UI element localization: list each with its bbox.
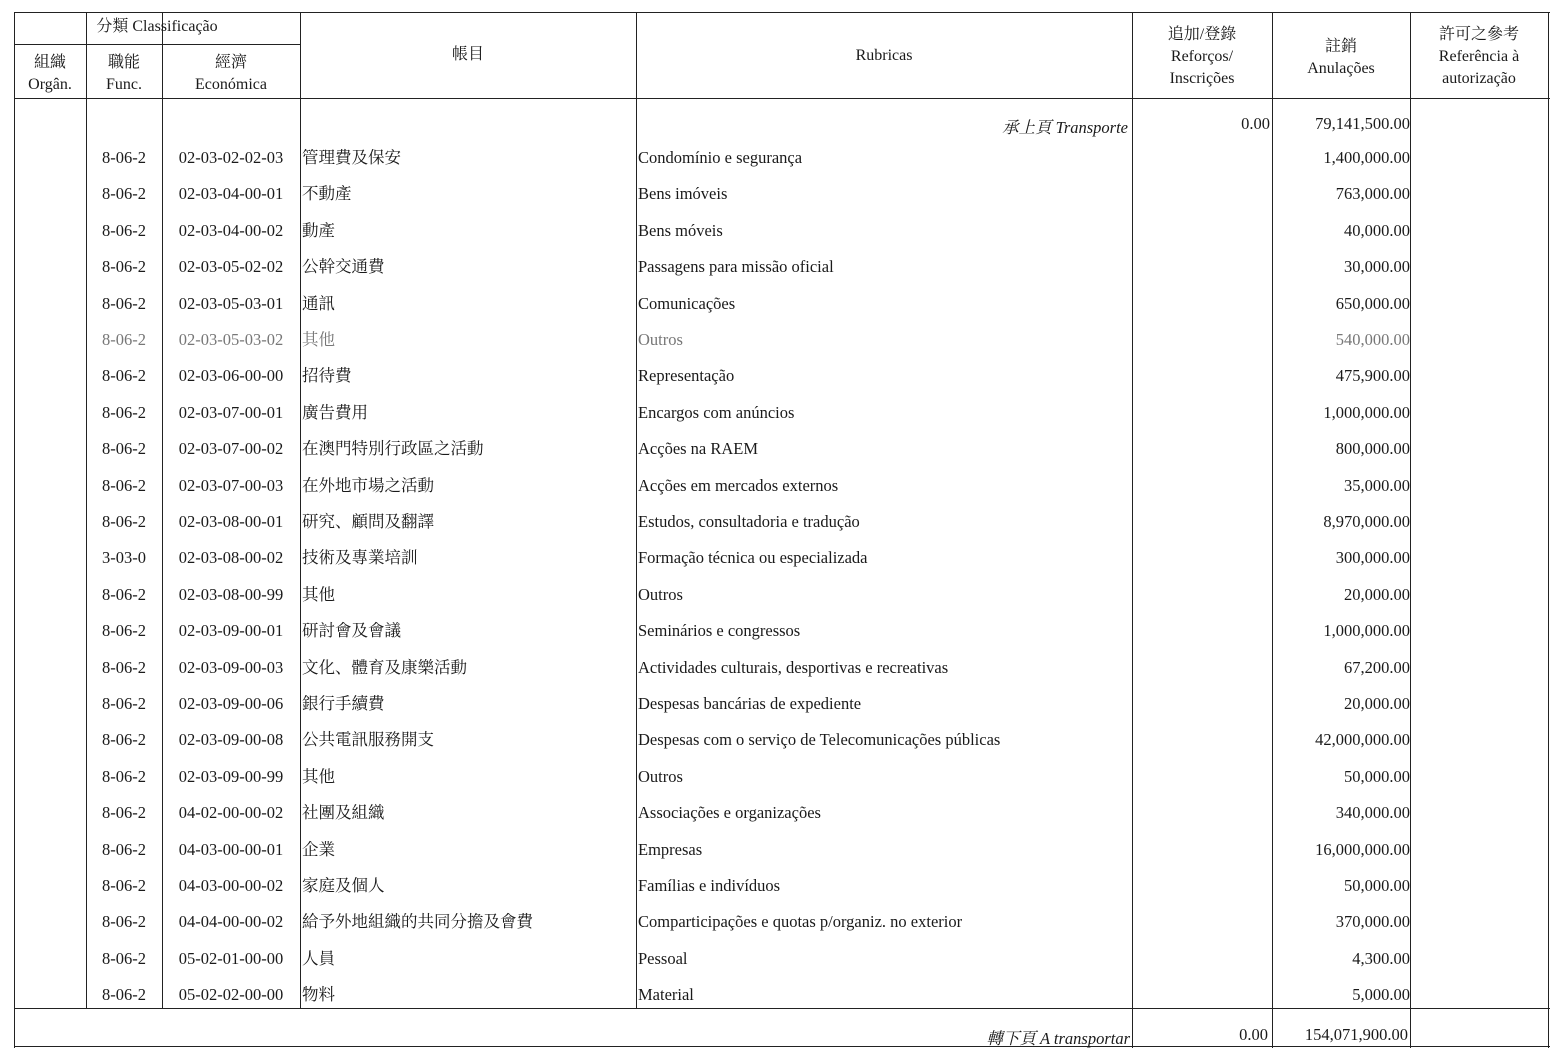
rubric-pt-cell: Pessoal — [638, 948, 688, 968]
econ-cell: 02-03-06-00-00 — [178, 366, 284, 386]
rubric-pt-cell: Condomínio e segurança — [638, 148, 803, 167]
header-classification: 分類 Classificação — [96, 18, 218, 35]
rubric-pt-cell: Bens móveis — [638, 220, 723, 240]
econ-cell: 02-03-02-02-03 — [178, 148, 284, 167]
anulacoes-cell: 8,970,000.00 — [1323, 512, 1410, 531]
rubric-zh-cell: 企業 — [302, 839, 335, 859]
econ-cell: 02-03-04-00-02 — [178, 220, 284, 240]
econ-cell: 02-03-05-02-02 — [178, 257, 284, 277]
rubric-zh-cell: 物料 — [302, 985, 335, 1005]
econ-cell: 02-03-07-00-02 — [178, 439, 284, 459]
func-cell: 8-06-2 — [102, 439, 146, 459]
table-row — [14, 759, 1550, 795]
econ-cell: 02-03-08-00-99 — [178, 584, 284, 604]
func-cell: 8-06-2 — [102, 220, 146, 240]
row-divider — [14, 44, 300, 45]
econ-cell: 02-03-09-00-03 — [178, 657, 284, 677]
func-cell: 8-06-2 — [102, 366, 146, 386]
table-row — [14, 613, 1550, 649]
rubric-pt-cell: Seminários e congressos — [638, 621, 801, 641]
func-cell: 8-06-2 — [102, 512, 146, 531]
anulacoes-cell: 67,200.00 — [1344, 657, 1410, 677]
rubric-zh-cell: 動產 — [302, 220, 335, 240]
header-anulacoes: 註銷 Anulações — [1307, 38, 1375, 77]
anulacoes-cell: 1,000,000.00 — [1323, 402, 1410, 422]
table-row — [14, 468, 1550, 504]
rubric-pt-cell: Encargos com anúncios — [638, 402, 795, 422]
rubric-pt-cell: Outros — [638, 766, 683, 786]
rubric-pt-cell: Comunicações — [638, 293, 736, 313]
econ-cell: 02-03-07-00-03 — [178, 475, 284, 495]
transport-out-anulacoes: 154,071,900.00 — [1304, 1025, 1408, 1044]
func-cell: 3-03-0 — [102, 548, 146, 568]
anulacoes-cell: 20,000.00 — [1344, 694, 1410, 713]
rubric-pt-cell: Associações e organizações — [638, 803, 821, 823]
anulacoes-cell: 370,000.00 — [1335, 912, 1410, 932]
func-cell: 8-06-2 — [102, 912, 146, 932]
func-cell: 8-06-2 — [102, 803, 146, 823]
header-referencia: 許可之參考 Referência à autorização — [1438, 26, 1520, 87]
anulacoes-cell: 5,000.00 — [1352, 985, 1410, 1005]
econ-cell: 02-03-09-00-01 — [178, 621, 284, 641]
rubric-pt-cell: Comparticipações e quotas p/organiz. no exterior — [638, 912, 963, 932]
table-row — [14, 904, 1550, 940]
anulacoes-cell: 50,000.00 — [1344, 766, 1410, 786]
econ-cell: 02-03-08-00-02 — [178, 548, 284, 568]
rubric-zh-cell: 家庭及個人 — [302, 876, 385, 895]
rubric-zh-cell: 人員 — [302, 948, 335, 968]
func-cell: 8-06-2 — [102, 766, 146, 786]
func-cell: 8-06-2 — [102, 948, 146, 968]
econ-cell: 02-03-08-00-01 — [178, 512, 284, 531]
table-row — [14, 213, 1550, 249]
rubric-zh-cell: 不動產 — [302, 184, 352, 204]
table-row — [14, 358, 1550, 394]
row-divider — [14, 98, 1550, 99]
anulacoes-cell: 800,000.00 — [1335, 439, 1410, 459]
rubric-pt-cell: Acções em mercados externos — [638, 475, 839, 495]
table-row — [14, 977, 1550, 1013]
row-divider — [14, 1046, 1550, 1047]
rubric-zh-cell: 技術及專業培訓 — [302, 548, 418, 568]
rubric-zh-cell: 通訊 — [302, 293, 335, 313]
econ-cell: 05-02-02-00-00 — [178, 985, 284, 1005]
anulacoes-cell: 20,000.00 — [1344, 584, 1410, 604]
table-row — [14, 395, 1550, 431]
rubric-pt-cell: Outros — [638, 330, 683, 349]
anulacoes-cell: 300,000.00 — [1335, 548, 1410, 568]
func-cell: 8-06-2 — [102, 730, 146, 750]
row-divider — [14, 12, 300, 13]
rubric-pt-cell: Outros — [638, 584, 683, 604]
rubric-pt-cell: Passagens para missão oficial — [638, 257, 834, 277]
header-reforcos: 追加/登錄 Reforços/ Inscrições — [1167, 26, 1237, 87]
func-cell: 8-06-2 — [102, 694, 146, 713]
econ-cell: 04-02-00-00-02 — [178, 803, 284, 823]
anulacoes-cell: 650,000.00 — [1335, 293, 1410, 313]
econ-cell: 02-03-09-00-08 — [178, 730, 284, 750]
func-cell: 8-06-2 — [102, 148, 146, 167]
rubric-zh-cell: 文化、體育及康樂活動 — [302, 657, 467, 677]
table-row — [14, 504, 1550, 540]
table-row — [14, 650, 1550, 686]
rubric-zh-cell: 在澳門特別行政區之活動 — [302, 439, 484, 459]
rubric-zh-cell: 招待費 — [302, 366, 352, 386]
anulacoes-cell: 1,400,000.00 — [1323, 148, 1410, 167]
transport-out-reforcos: 0.00 — [1239, 1025, 1268, 1044]
rubric-zh-cell: 廣告費用 — [302, 402, 368, 422]
rubric-zh-cell: 在外地市場之活動 — [302, 475, 434, 495]
rubric-pt-cell: Despesas bancárias de expediente — [638, 694, 862, 713]
func-cell: 8-06-2 — [102, 584, 146, 604]
table-row — [14, 286, 1550, 322]
rubric-pt-cell: Despesas com o serviço de Telecomunicações públicas — [638, 730, 1001, 750]
anulacoes-cell: 1,000,000.00 — [1323, 621, 1410, 641]
table-row — [14, 249, 1550, 285]
func-cell: 8-06-2 — [102, 475, 146, 495]
rubric-pt-cell: Actividades culturais, desportivas e recreativas — [638, 657, 949, 677]
header-func: 職能 Func. — [106, 54, 142, 93]
table-row — [14, 795, 1550, 831]
transport-in-anulacoes: 79,141,500.00 — [1315, 114, 1410, 133]
anulacoes-cell: 42,000,000.00 — [1315, 730, 1410, 750]
header-organ: 組織 Orgân. — [28, 54, 72, 93]
econ-cell: 02-03-05-03-01 — [178, 293, 284, 313]
func-cell: 8-06-2 — [102, 985, 146, 1005]
rubric-pt-cell: Representação — [638, 366, 735, 386]
econ-cell: 02-03-09-00-06 — [178, 694, 284, 713]
table-row — [14, 322, 1550, 358]
rubric-zh-cell: 公幹交通費 — [302, 257, 385, 277]
econ-cell: 04-03-00-00-02 — [178, 876, 284, 895]
rubric-zh-cell: 管理費及保安 — [302, 148, 401, 167]
rubric-pt-cell: Formação técnica ou especializada — [638, 548, 868, 568]
rubric-zh-cell: 社團及組織 — [302, 803, 385, 823]
econ-cell: 02-03-09-00-99 — [178, 766, 284, 786]
rubric-zh-cell: 其他 — [302, 766, 335, 786]
header-rubric-pt: Rubricas — [855, 47, 913, 64]
transport-out-label: 轉下頁 A transportar — [986, 1029, 1130, 1048]
econ-cell: 05-02-01-00-00 — [178, 948, 284, 968]
row-divider — [300, 12, 1550, 13]
header-econ: 經濟 Económica — [195, 54, 267, 93]
table-row — [14, 722, 1550, 758]
anulacoes-cell: 475,900.00 — [1335, 366, 1410, 386]
anulacoes-cell: 340,000.00 — [1335, 803, 1410, 823]
func-cell: 8-06-2 — [102, 402, 146, 422]
header-rubric-zh: 帳目 — [451, 46, 484, 63]
func-cell: 8-06-2 — [102, 621, 146, 641]
rubric-zh-cell: 給予外地組織的共同分擔及會費 — [302, 912, 533, 932]
rubric-zh-cell: 公共電訊服務開支 — [302, 730, 434, 750]
rubric-pt-cell: Acções na RAEM — [638, 439, 759, 459]
econ-cell: 02-03-04-00-01 — [178, 184, 284, 204]
transport-in-reforcos: 0.00 — [1241, 114, 1270, 133]
econ-cell: 02-03-05-03-02 — [178, 330, 284, 349]
table-row — [14, 140, 1550, 176]
rubric-pt-cell: Estudos, consultadoria e tradução — [638, 512, 860, 531]
func-cell: 8-06-2 — [102, 839, 146, 859]
func-cell: 8-06-2 — [102, 257, 146, 277]
rubric-pt-cell: Famílias e indivíduos — [638, 876, 781, 895]
func-cell: 8-06-2 — [102, 184, 146, 204]
rubric-zh-cell: 其他 — [302, 584, 335, 604]
budget-table — [14, 12, 1550, 1048]
table-row — [14, 686, 1550, 722]
econ-cell: 04-03-00-00-01 — [178, 839, 284, 859]
func-cell: 8-06-2 — [102, 293, 146, 313]
rubric-pt-cell: Bens imóveis — [638, 184, 728, 204]
anulacoes-cell: 40,000.00 — [1344, 220, 1410, 240]
rubric-pt-cell: Empresas — [638, 839, 703, 859]
table-row — [14, 431, 1550, 467]
econ-cell: 04-04-00-00-02 — [178, 912, 284, 932]
table-row — [14, 868, 1550, 904]
table-row — [14, 176, 1550, 212]
anulacoes-cell: 763,000.00 — [1335, 184, 1410, 204]
transport-in-label: 承上頁 Transporte — [1001, 118, 1128, 137]
anulacoes-cell: 50,000.00 — [1344, 876, 1410, 895]
anulacoes-cell: 540,000.00 — [1335, 330, 1410, 349]
anulacoes-cell: 30,000.00 — [1344, 257, 1410, 277]
anulacoes-cell: 4,300.00 — [1352, 948, 1410, 968]
table-row — [14, 577, 1550, 613]
table-row — [14, 832, 1550, 868]
func-cell: 8-06-2 — [102, 876, 146, 895]
rubric-zh-cell: 其他 — [302, 330, 335, 349]
func-cell: 8-06-2 — [102, 657, 146, 677]
table-row — [14, 540, 1550, 576]
func-cell: 8-06-2 — [102, 330, 146, 349]
table-row — [14, 941, 1550, 977]
anulacoes-cell: 35,000.00 — [1344, 475, 1410, 495]
anulacoes-cell: 16,000,000.00 — [1315, 839, 1410, 859]
rubric-pt-cell: Material — [638, 985, 694, 1005]
econ-cell: 02-03-07-00-01 — [178, 402, 284, 422]
rubric-zh-cell: 研究、顧問及翻譯 — [302, 512, 434, 531]
rubric-zh-cell: 研討會及會議 — [302, 621, 401, 641]
rubric-zh-cell: 銀行手續費 — [302, 694, 385, 713]
